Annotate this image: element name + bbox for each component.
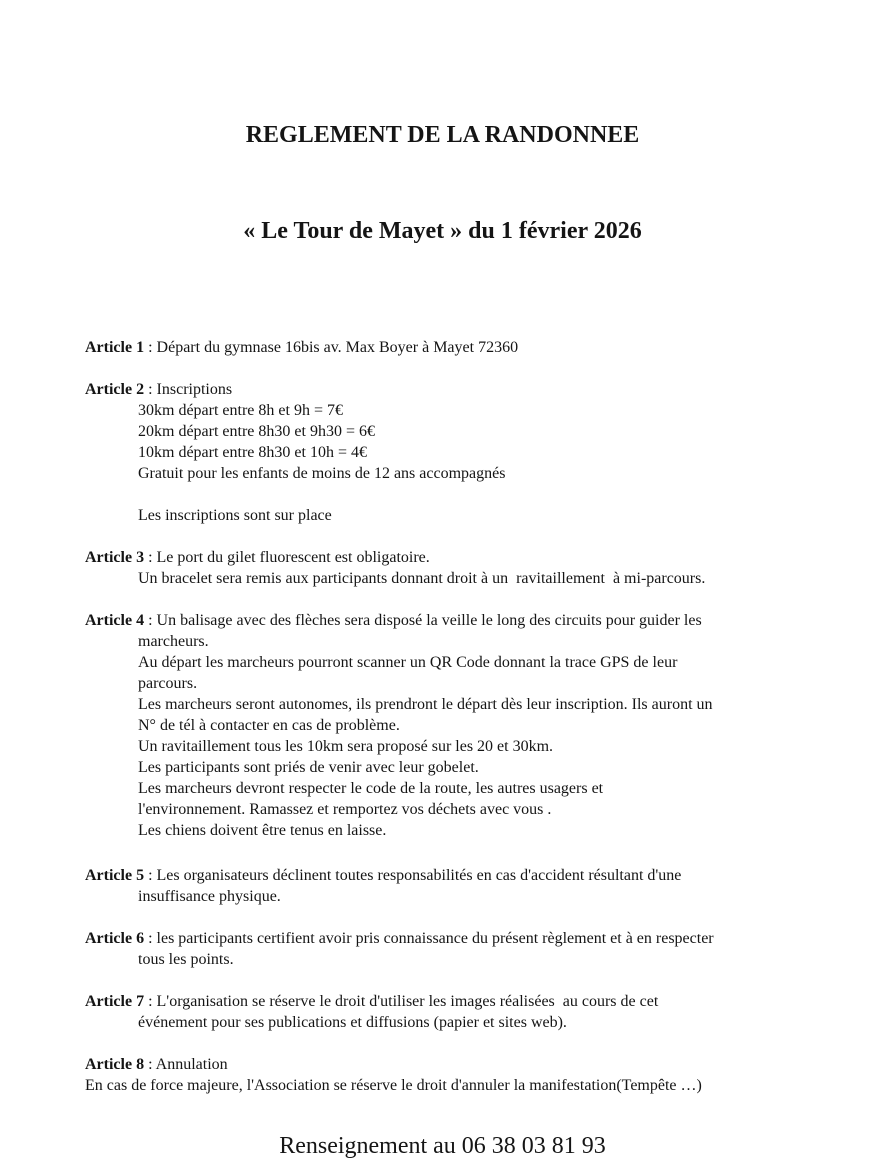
article-4-line: marcheurs. <box>138 633 209 650</box>
article-3 <box>85 547 800 589</box>
article-6-line: tous les points. <box>138 951 234 968</box>
article-2-text: Inscriptions <box>156 381 233 398</box>
article-5-label: Article 5 <box>85 867 145 884</box>
article-5-separator: : <box>144 867 157 884</box>
document-title-line2: « Le Tour de Mayet » du 1 février 2026 <box>243 218 642 244</box>
article-2 <box>85 379 800 526</box>
article-4-line: l'environnement. Ramassez et remportez vos déchets avec vous . <box>138 801 552 818</box>
article-8-text: Annulation <box>155 1056 228 1073</box>
article-4-line: Au départ les marcheurs pourront scanner un QR Code donnant la trace GPS de leur <box>138 654 678 671</box>
article-7 <box>85 991 800 1033</box>
article-8-line-force-majeure: En cas de force majeure, l'Association se réserve le droit d'annuler la manifestation(Tempête …) <box>85 1077 702 1094</box>
article-5-heading <box>85 865 800 886</box>
article-2-line-tariff-20km: 20km départ entre 8h30 et 9h30 = 6€ <box>138 423 375 440</box>
article-2-line-free-children: Gratuit pour les enfants de moins de 12 ans accompagnés <box>138 465 506 482</box>
article-6-label: Article 6 <box>85 930 145 947</box>
article-3-label: Article 3 <box>85 549 145 566</box>
article-4-label: Article 4 <box>85 612 145 629</box>
article-6-text: les participants certifient avoir pris connaissance du présent règlement et à en respecter <box>156 930 714 947</box>
article-4-line: N° de tél à contacter en cas de problème. <box>138 717 400 734</box>
article-4-line: Un ravitaillement tous les 10km sera proposé sur les 20 et 30km. <box>138 738 554 755</box>
blank-line <box>85 484 800 505</box>
article-1-label: Article 1 <box>85 339 145 356</box>
article-2-line-tariff-10km: 10km départ entre 8h30 et 10h = 4€ <box>138 444 367 461</box>
article-3-separator: : <box>144 549 157 566</box>
article-5-text: Les organisateurs déclinent toutes responsabilités en cas d'accident résultant d'une <box>156 867 682 884</box>
article-7-line: événement pour ses publications et diffusions (papier et sites web). <box>138 1014 567 1031</box>
article-4-line: Les chiens doivent être tenus en laisse. <box>138 822 387 839</box>
article-2-line-tariff-30km: 30km départ entre 8h et 9h = 7€ <box>138 402 343 419</box>
article-2-line-onsite: Les inscriptions sont sur place <box>138 507 332 524</box>
article-5 <box>85 865 800 907</box>
article-6-separator: : <box>144 930 157 947</box>
article-1-heading <box>85 337 800 358</box>
article-4-line: parcours. <box>138 675 198 692</box>
article-4-line: Les marcheurs devront respecter le code de la route, les autres usagers et <box>138 780 604 797</box>
article-8-heading <box>85 1054 800 1075</box>
article-2-heading <box>85 379 800 400</box>
article-3-line-bracelet: Un bracelet sera remis aux participants donnant droit à un ravitaillement à mi-parcours. <box>138 570 706 587</box>
document-title <box>85 55 800 311</box>
article-4-line: Les participants sont priés de venir avec leur gobelet. <box>138 759 479 776</box>
article-4-text: Un balisage avec des flèches sera disposé la veille le long des circuits pour guider les <box>156 612 702 629</box>
article-4-separator: : <box>144 612 157 629</box>
article-2-separator: : <box>144 381 157 398</box>
article-4 <box>85 610 800 841</box>
article-8 <box>85 1054 800 1096</box>
article-8-label: Article 8 <box>85 1056 145 1073</box>
article-6 <box>85 928 800 970</box>
article-7-label: Article 7 <box>85 993 145 1010</box>
article-6-heading <box>85 928 800 949</box>
article-8-separator: : <box>144 1056 156 1073</box>
article-7-separator: : <box>144 993 157 1010</box>
article-4-line: Les marcheurs seront autonomes, ils prendront le départ dès leur inscription. Ils auront un <box>138 696 713 713</box>
article-3-text: Le port du gilet fluorescent est obligatoire. <box>156 549 430 566</box>
article-3-heading <box>85 547 800 568</box>
document-title-line1: REGLEMENT DE LA RANDONNEE <box>245 122 640 148</box>
article-1-separator: : <box>144 339 157 356</box>
article-7-text: L'organisation se réserve le droit d'utiliser les images réalisées au cours de cet <box>156 993 659 1010</box>
article-1 <box>85 337 800 358</box>
contact-info: Renseignement au 06 38 03 81 93 <box>279 1133 606 1159</box>
article-1-text: Départ du gymnase 16bis av. Max Boyer à Mayet 72360 <box>156 339 519 356</box>
article-2-label: Article 2 <box>85 381 145 398</box>
article-7-heading <box>85 991 800 1012</box>
article-4-heading <box>85 610 800 631</box>
article-5-line: insuffisance physique. <box>138 888 281 905</box>
